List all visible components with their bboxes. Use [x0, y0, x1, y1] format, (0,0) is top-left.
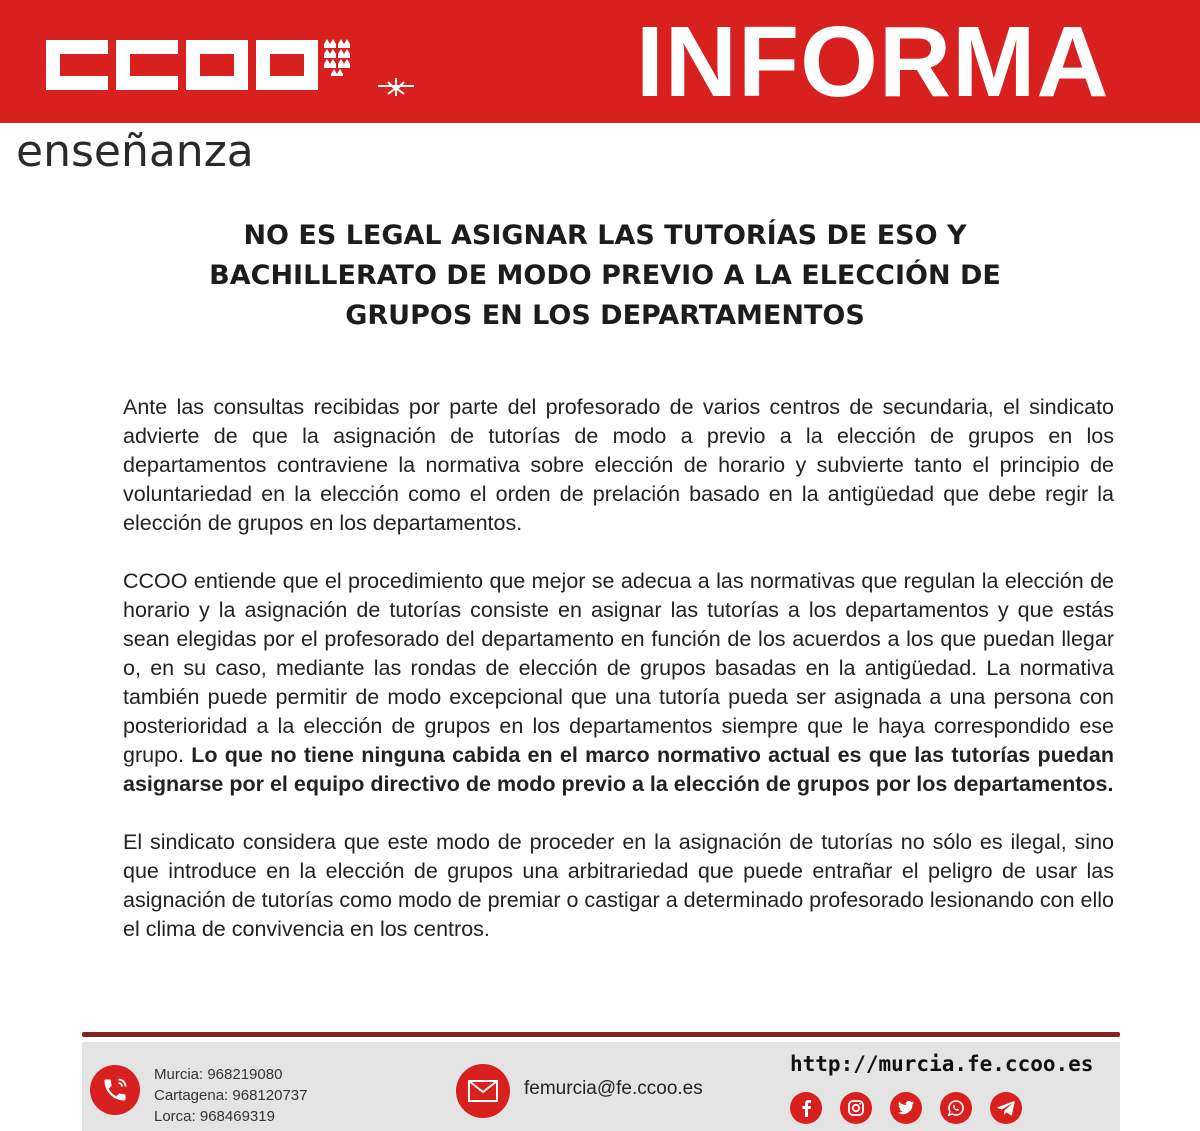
- twitter-icon[interactable]: [890, 1092, 922, 1124]
- mail-icon: [456, 1064, 510, 1118]
- phone-icon: [90, 1065, 140, 1115]
- footer-divider: [82, 1032, 1120, 1037]
- phone-murcia: Murcia: 968219080: [154, 1066, 283, 1083]
- ccoo-logo: [46, 40, 318, 90]
- document-body: [123, 393, 1114, 973]
- paragraph-2: [123, 567, 1114, 799]
- phone-list: [154, 1064, 307, 1127]
- whatsapp-icon[interactable]: [940, 1092, 972, 1124]
- phone-cartagena: Cartagena: 968120737: [154, 1087, 308, 1104]
- header-banner: [0, 0, 1200, 123]
- telegram-icon[interactable]: [990, 1092, 1022, 1124]
- facebook-icon[interactable]: [790, 1092, 822, 1124]
- title-line: BACHILLERATO DE MODO PREVIO A LA ELECCIÓN DE: [209, 260, 1001, 291]
- paragraph-1: Ante las consultas recibidas por parte del profesorado de varios centros de secundaria, el sindicato advierte de que la asignación de tutorías de modo a previo a la elección de grupos en los departamentos contraviene la normativa sobre elección de horario y subvierte tanto el principio de voluntariedad en la elección como el orden de prelación basado en la antigüedad que debe regir la elección de grupos en los departamentos.: [123, 395, 1114, 535]
- document-title: [100, 216, 1110, 336]
- paragraph-2-bold: Lo que no tiene ninguna cabida en el marco normativo actual es que las tutorías puedan asignarse por el equipo directivo de modo previo a la elección de grupos por los departamentos.: [123, 743, 1114, 796]
- flourish-icon: [376, 76, 416, 98]
- phone-lorca: Lorca: 968469319: [154, 1108, 275, 1125]
- email-link[interactable]: femurcia@fe.ccoo.es: [524, 1078, 703, 1099]
- logo-letter-o: [256, 40, 318, 90]
- logo-letter-c: [46, 40, 108, 90]
- title-line: GRUPOS EN LOS DEPARTAMENTOS: [345, 300, 865, 331]
- logo-letter-c: [116, 40, 178, 90]
- social-icons: [790, 1092, 1022, 1124]
- paragraph-3: El sindicato considera que este modo de proceder en la asignación de tutorías no sólo es ilegal, sino que introduce en la elección de grupos una arbitrariedad que puede entrañar el peligro de usar las asignación de tutorías como modo de premiar o castigar a determinado profesorado lesionando con ello el clima de convivencia en los centros.: [123, 830, 1114, 941]
- section-label: enseñanza: [16, 126, 254, 177]
- instagram-icon[interactable]: [840, 1092, 872, 1124]
- title-line: NO ES LEGAL ASIGNAR LAS TUTORÍAS DE ESO Y: [243, 220, 967, 251]
- paragraph-2-text: CCOO entiende que el procedimiento que mejor se adecua a las normativas que regulan la elección de horario y la asignación de tutorías consiste en asignar las tutorías a los departamentos y que estás sean elegidas por el profesorado del departamento en función de los acuerdos a los que puedan llegar o, en su caso, mediante las rondas de elección de grupos basadas en la antigüedad. La normativa también puede permitir de modo excepcional que una tutoría pueda ser asignada a una persona con posterioridad a la elección de grupos en los departamentos siempre que le haya correspondido ese grupo.: [123, 569, 1114, 767]
- footer: [82, 1042, 1120, 1131]
- banner-title: INFORMA: [636, 6, 1110, 118]
- murcia-crowns-icon: [322, 36, 352, 76]
- logo-letter-o: [186, 40, 248, 90]
- website-link[interactable]: http://murcia.fe.ccoo.es: [790, 1052, 1094, 1076]
